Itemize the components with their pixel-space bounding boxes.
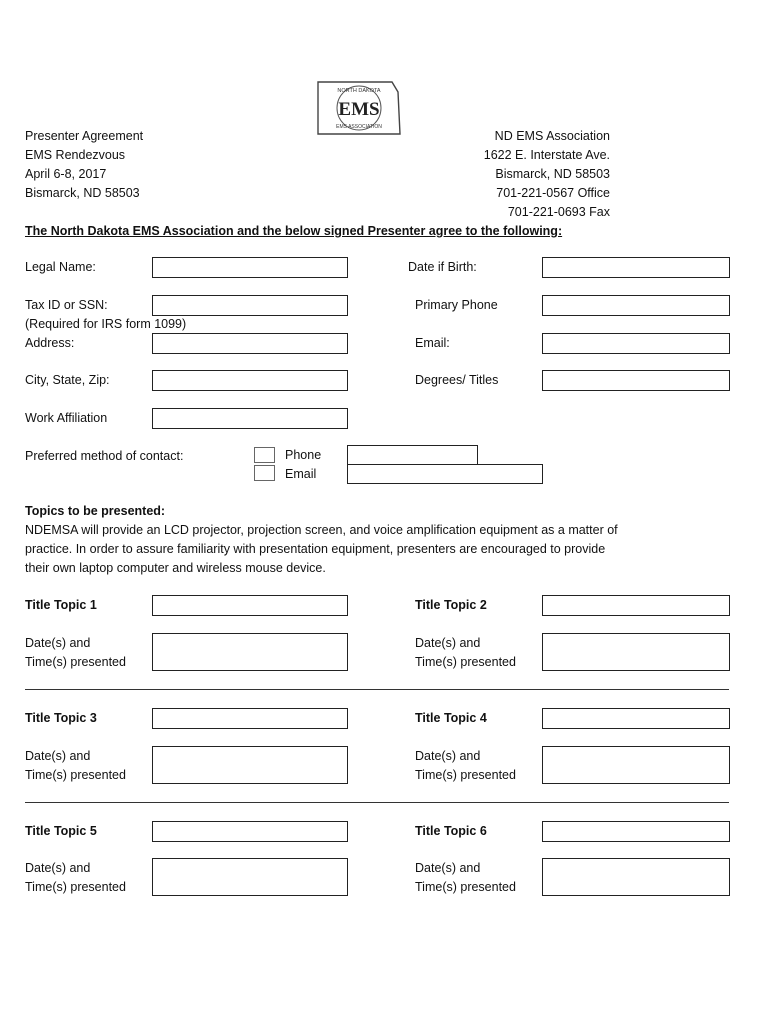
topics-description-line: NDEMSA will provide an LCD projector, projection screen, and voice amplification equipment as a matter of	[25, 523, 618, 537]
city-state-zip-label: City, State, Zip:	[25, 373, 110, 387]
legal-name-field[interactable]	[152, 257, 348, 278]
email-option-label: Email	[285, 467, 317, 481]
tax-id-note: (Required for IRS form 1099)	[25, 317, 187, 331]
topics-description-line: their own laptop computer and wireless mouse device.	[25, 561, 326, 575]
title-topic-5-label: Title Topic 5	[25, 824, 97, 838]
degrees-titles-field[interactable]	[542, 370, 730, 391]
date-label-line: Date(s) and	[415, 749, 481, 763]
degrees-titles-label: Degrees/ Titles	[415, 373, 499, 387]
org-street: 1622 E. Interstate Ave.	[483, 148, 610, 162]
date-label-line: Time(s) presented	[415, 655, 516, 669]
date-label-line: Time(s) presented	[415, 880, 516, 894]
org-office-phone: 701-221-0567 Office	[496, 186, 610, 200]
title-topic-5-field[interactable]	[152, 821, 348, 842]
address-label: Address:	[25, 336, 75, 350]
logo-bottom-text: EMS ASSOCIATION	[336, 124, 382, 130]
org-fax: 701-221-0693 Fax	[507, 205, 610, 219]
north-dakota-map-icon	[312, 78, 404, 138]
date-label-line: Date(s) and	[25, 861, 91, 875]
title-topic-2-field[interactable]	[542, 595, 730, 616]
topic-1-date-label	[25, 634, 126, 672]
topic-3-date-field[interactable]	[152, 746, 348, 784]
topic-1-date-field[interactable]	[152, 633, 348, 671]
topic-2-date-label	[415, 634, 516, 672]
date-label-line: Time(s) presented	[25, 768, 126, 782]
date-label-line: Date(s) and	[415, 861, 481, 875]
preferred-phone-field[interactable]	[347, 445, 478, 465]
date-of-birth-field[interactable]	[542, 257, 730, 278]
preferred-email-field[interactable]	[347, 464, 543, 484]
ems-logo	[312, 78, 404, 138]
org-city: Bismarck, ND 58503	[495, 167, 610, 181]
title-topic-3-field[interactable]	[152, 708, 348, 729]
topic-6-date-label	[415, 859, 516, 897]
work-affiliation-label: Work Affiliation	[25, 411, 108, 425]
topic-5-date-field[interactable]	[152, 858, 348, 896]
topic-4-date-label	[415, 747, 516, 785]
title-topic-4-label: Title Topic 4	[415, 711, 487, 725]
tax-id-label: Tax ID or SSN:	[25, 298, 108, 312]
date-label-line: Time(s) presented	[415, 768, 516, 782]
header-right-block	[484, 127, 610, 222]
city-state-zip-field[interactable]	[152, 370, 348, 391]
tax-id-field[interactable]	[152, 295, 348, 316]
header-event: EMS Rendezvous	[25, 148, 126, 162]
title-topic-1-label: Title Topic 1	[25, 598, 97, 612]
date-label-line: Date(s) and	[25, 636, 91, 650]
title-topic-6-field[interactable]	[542, 821, 730, 842]
topics-description	[25, 521, 618, 578]
email-checkbox[interactable]	[254, 465, 275, 481]
date-label-line: Date(s) and	[25, 749, 91, 763]
topic-6-date-field[interactable]	[542, 858, 730, 896]
topic-4-date-field[interactable]	[542, 746, 730, 784]
date-label-line: Time(s) presented	[25, 880, 126, 894]
logo-top-text: NORTH DAKOTA	[337, 88, 381, 94]
title-topic-3-label: Title Topic 3	[25, 711, 97, 725]
header-title: Presenter Agreement	[25, 129, 144, 143]
date-of-birth-label: Date if Birth:	[408, 260, 477, 274]
title-topic-1-field[interactable]	[152, 595, 348, 616]
primary-phone-field[interactable]	[542, 295, 730, 316]
title-topic-4-field[interactable]	[542, 708, 730, 729]
title-topic-2-label: Title Topic 2	[415, 598, 487, 612]
header-dates: April 6-8, 2017	[25, 167, 107, 181]
phone-option-label: Phone	[285, 448, 322, 462]
preferred-contact-label: Preferred method of contact:	[25, 449, 184, 463]
topic-5-date-label	[25, 859, 126, 897]
legal-name-label: Legal Name:	[25, 260, 96, 274]
section-divider	[25, 689, 729, 690]
title-topic-6-label: Title Topic 6	[415, 824, 487, 838]
topic-3-date-label	[25, 747, 126, 785]
header-left-block	[25, 127, 143, 203]
email-field[interactable]	[542, 333, 730, 354]
topic-2-date-field[interactable]	[542, 633, 730, 671]
section-divider	[25, 802, 729, 803]
org-name: ND EMS Association	[494, 129, 610, 143]
header-location: Bismarck, ND 58503	[25, 186, 140, 200]
email-label: Email:	[415, 336, 450, 350]
date-label-line: Time(s) presented	[25, 655, 126, 669]
primary-phone-label: Primary Phone	[415, 298, 498, 312]
address-field[interactable]	[152, 333, 348, 354]
agreement-statement: The North Dakota EMS Association and the below signed Presenter agree to the following:	[25, 224, 563, 238]
work-affiliation-field[interactable]	[152, 408, 348, 429]
phone-checkbox[interactable]	[254, 447, 275, 463]
logo-center-text: EMS	[338, 99, 380, 120]
topics-description-line: practice. In order to assure familiarity with presentation equipment, presenters are encouraged to provide	[25, 542, 606, 556]
date-label-line: Date(s) and	[415, 636, 481, 650]
topics-heading: Topics to be presented:	[25, 504, 166, 518]
